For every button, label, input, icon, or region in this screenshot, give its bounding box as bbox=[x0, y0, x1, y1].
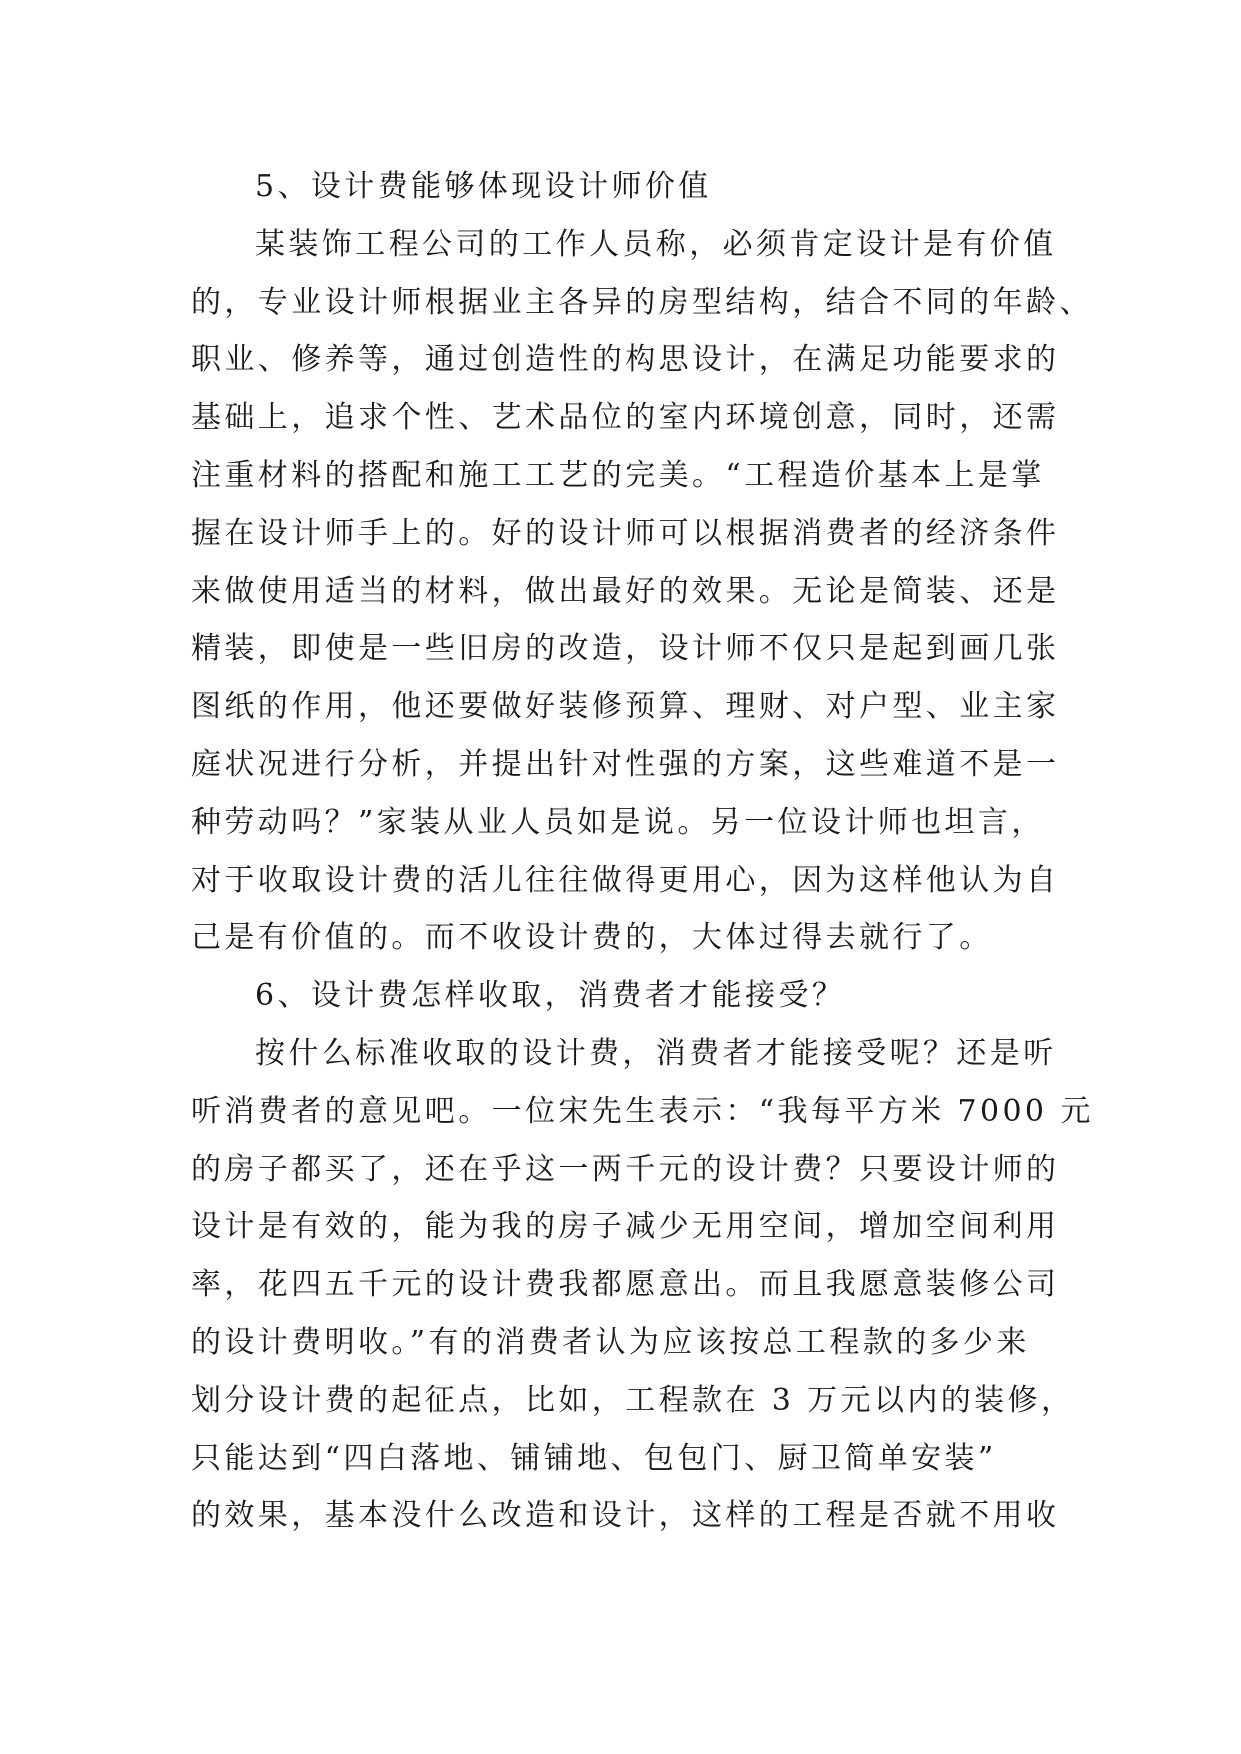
paragraph-line: 基础上，追求个性、艺术品位的室内环境创意，同时，还需 bbox=[191, 400, 1060, 436]
paragraph-line: 只能达到“四白落地、铺铺地、包包门、厨卫简单安装” bbox=[191, 1440, 997, 1476]
section-heading-5: 5、设计费能够体现设计师价值 bbox=[255, 169, 712, 204]
paragraph-line: 的房子都买了，还在乎这一两千元的设计费？只要设计师的 bbox=[191, 1151, 1060, 1187]
paragraph-line: 职业、修养等，通过创造性的构思设计，在满足功能要求的 bbox=[191, 342, 1060, 378]
paragraph-line: 的效果，基本没什么改造和设计，这样的工程是否就不用收 bbox=[191, 1498, 1060, 1534]
paragraph-line: 设计是有效的，能为我的房子减少无用空间，增加空间利用 bbox=[191, 1209, 1060, 1245]
paragraph-line: 划分设计费的起征点，比如，工程款在 3 万元以内的装修， bbox=[191, 1382, 1075, 1418]
paragraph-line: 的设计费明收。”有的消费者认为应该按总工程款的多少来 bbox=[191, 1324, 1030, 1360]
paragraph-line: 某装饰工程公司的工作人员称，必须肯定设计是有价值 bbox=[255, 226, 1057, 262]
paragraph-line: 听消费者的意见吧。一位宋先生表示：“我每平方米 7000 元 bbox=[191, 1093, 1094, 1129]
paragraph-line: 注重材料的搭配和施工工艺的完美。“工程造价基本上是掌 bbox=[191, 457, 1045, 493]
paragraph-line: 庭状况进行分析，并提出针对性强的方案，这些难道不是一 bbox=[191, 746, 1060, 782]
paragraph-line: 己是有价值的。而不收设计费的，大体过得去就行了。 bbox=[191, 920, 993, 956]
section-heading-6: 6、设计费怎样收取，消费者才能接受？ bbox=[255, 978, 846, 1014]
paragraph-line: 握在设计师手上的。好的设计师可以根据消费者的经济条件 bbox=[191, 515, 1060, 551]
paragraph-line: 种劳动吗？”家装从业人员如是说。另一位设计师也坦言， bbox=[191, 804, 1045, 840]
paragraph-line: 精装，即使是一些旧房的改造，设计师不仅只是起到画几张 bbox=[191, 631, 1060, 667]
paragraph-line: 率，花四五千元的设计费我都愿意出。而且我愿意装修公司 bbox=[191, 1267, 1060, 1303]
body-text bbox=[191, 158, 1094, 1545]
paragraph-line: 对于收取设计费的活儿往往做得更用心，因为这样他认为自 bbox=[191, 862, 1060, 898]
paragraph-line: 的，专业设计师根据业主各异的房型结构，结合不同的年龄、 bbox=[191, 284, 1093, 320]
paragraph-line: 按什么标准收取的设计费，消费者才能接受呢？还是听 bbox=[255, 1035, 1057, 1071]
paragraph-line: 图纸的作用，他还要做好装修预算、理财、对户型、业主家 bbox=[191, 689, 1060, 725]
paragraph-line: 来做使用适当的材料，做出最好的效果。无论是简装、还是 bbox=[191, 573, 1060, 609]
